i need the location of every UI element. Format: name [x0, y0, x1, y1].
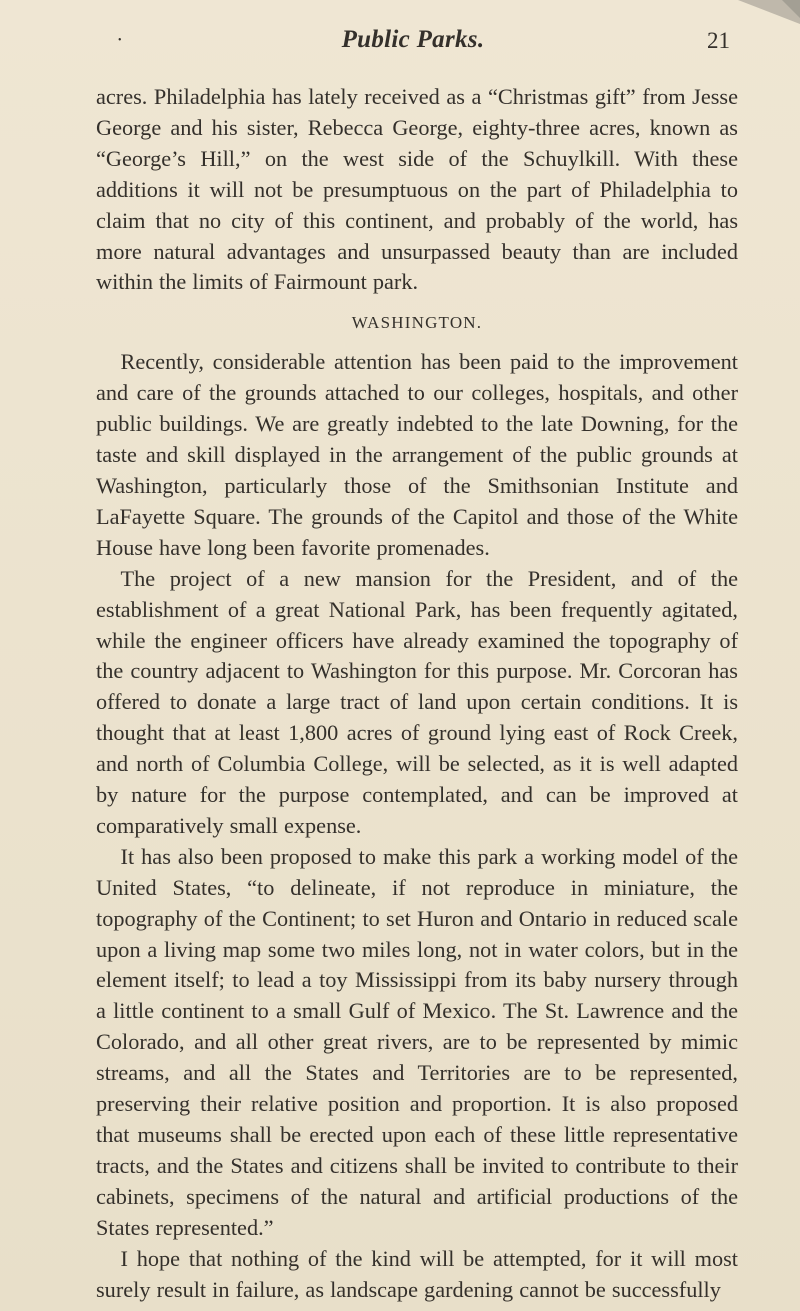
- page-corner-shadow: [782, 0, 800, 18]
- paragraph: The project of a new mansion for the President, and of the establishment of a great National Park, has been frequently agitated, while the engineer officers have already examined the topography of the country adjacent to Washington for this purpose. Mr. Corcoran has offered to donate a large tract of land upon certain conditions. It is thought that at least 1,800 acres of ground lying east of Rock Creek, and north of Columbia College, will be selected, as it is well adapted by nature for the purpose contemplated, and can be improved at comparatively small expense.: [96, 565, 738, 838]
- paragraph-continued: acres. Philadelphia has lately received as a “Christmas gift” from Jesse George and his sister, Rebecca George, eighty-three acres, known as “George’s Hill,” on the west side of the Schuylkill. With these additions it will not be presumptuous on the part of Philadelphia to claim that no city of this continent, and probably of the world, has more natural advantages and unsurpassed beauty than are included within the limits of Fairmount park.: [96, 84, 738, 295]
- page-number: 21: [707, 28, 730, 53]
- section-heading-washington: WASHINGTON.: [351, 313, 483, 333]
- paragraph: I hope that nothing of the kind will be attempted, for it will most surely result in failure, as landscape gardening cannot be successfully: [96, 1245, 738, 1302]
- running-head-title: Public Parks.: [341, 26, 485, 53]
- running-head: [96, 26, 730, 58]
- paragraph: It has also been proposed to make this park a working model of the United States, “to delineate, if not reproduce in miniature, the topography of the Continent; to set Huron and Ontario in reduced scale upon a living map some two miles long, not in water colors, but in the element itself; to lead a toy Mississippi from its baby nursery through a little continent to a small Gulf of Mexico. The St. Lawrence and the Colorado, and all other great rivers, are to be represented by mimic streams, and all the States and Territories are to be represented, preserving their relative position and proportion. It is also proposed that museums shall be erected upon each of these little representative tracts, and the States and citizens shall be invited to contribute to their cabinets, specimens of the natural and artificial productions of the States represented.”: [96, 843, 738, 1240]
- paragraph: Recently, considerable attention has been paid to the improvement and care of the grounds attached to our colleges, hospitals, and other public buildings. We are greatly indebted to the late Downing, for the taste and skill displayed in the arrangement of the public grounds at Washington, particularly those of the Smithsonian Institute and LaFayette Square. The grounds of the Capitol and those of the White House have long been favorite promenades.: [96, 349, 738, 560]
- running-head-bullet: •: [118, 35, 122, 46]
- body-text: [96, 82, 738, 1305]
